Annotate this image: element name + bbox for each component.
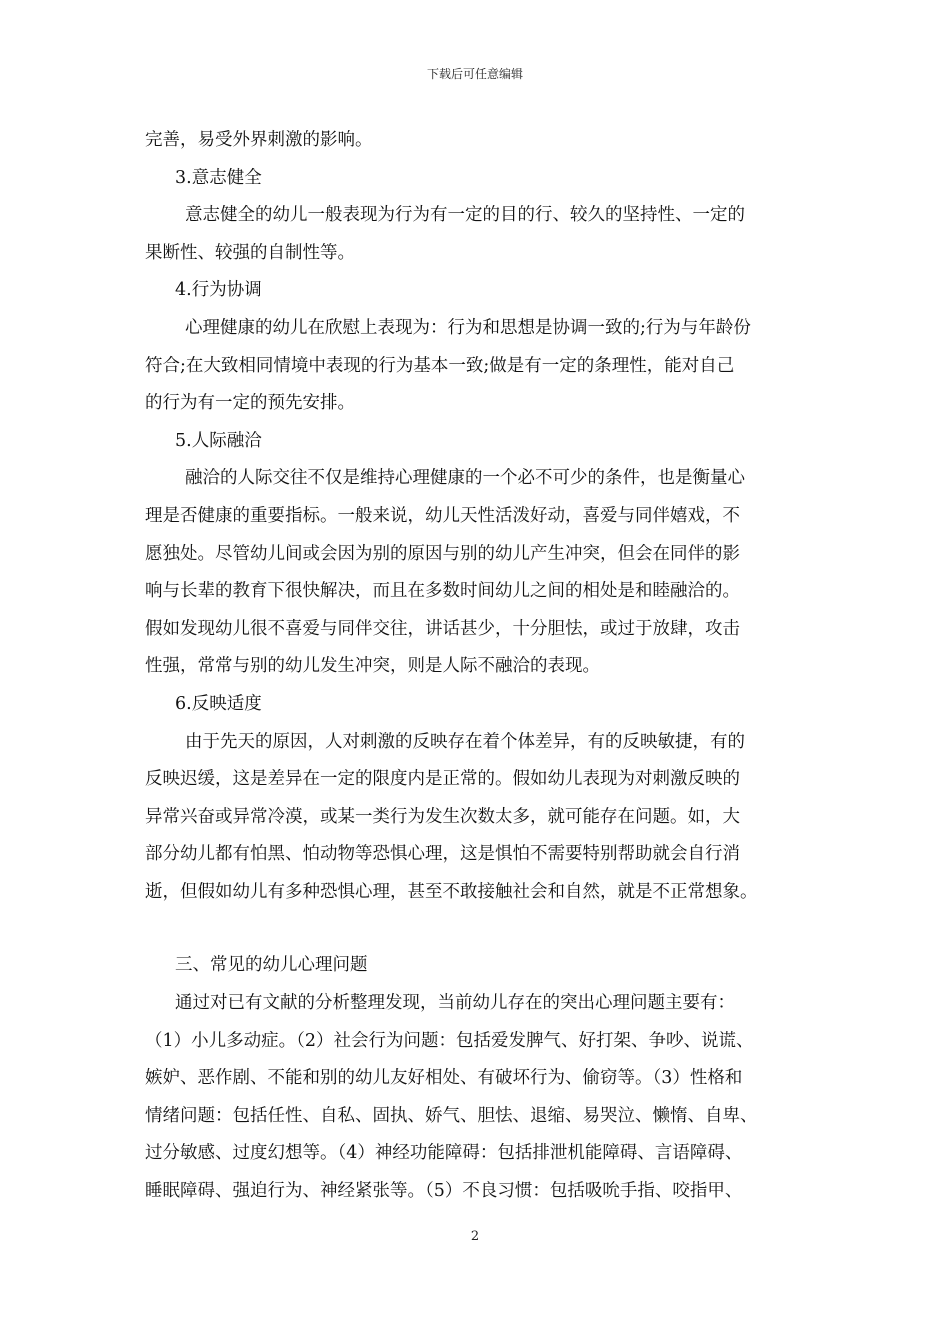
paragraph-line: （1）小儿多动症。（2）社会行为问题：包括爱发脾气、好打架、争吵、说谎、 bbox=[145, 1030, 754, 1051]
paragraph-line: 逝，但假如幼儿有多种恐惧心理，甚至不敢接触社会和自然，就是不正常想象。 bbox=[145, 881, 758, 902]
heading-behavior: 4.行为协调 bbox=[175, 280, 262, 301]
heading-interpersonal: 5.人际融洽 bbox=[175, 430, 262, 451]
paragraph-line: 意志健全的幼儿一般表现为行为有一定的目的行、较久的坚持性、一定的 bbox=[185, 205, 745, 226]
paragraph-line: 符合;在大致相同情境中表现的行为基本一致;做是有一定的条理性，能对自己 bbox=[145, 355, 735, 376]
paragraph-line: 通过对已有文献的分析整理发现，当前幼儿存在的突出心理问题主要有： bbox=[175, 993, 735, 1014]
paragraph-line: 愿独处。尽管幼儿间或会因为别的原因与别的幼儿产生冲突，但会在同伴的影 bbox=[145, 543, 740, 564]
paragraph-line: 嫉妒、恶作剧、不能和别的幼儿友好相处、有破坏行为、偷窃等。（3）性格和 bbox=[145, 1068, 743, 1089]
paragraph-line: 理是否健康的重要指标。一般来说，幼儿天性活泼好动，喜爱与同伴嬉戏，不 bbox=[145, 505, 740, 526]
paragraph-line: 睡眠障碍、强迫行为、神经紧张等。（5）不良习惯：包括吸吮手指、咬指甲、 bbox=[145, 1181, 743, 1202]
paragraph-line: 的行为有一定的预先安排。 bbox=[145, 393, 355, 414]
paragraph-line: 情绪问题：包括任性、自私、固执、娇气、胆怯、退缩、易哭泣、懒惰、自卑、 bbox=[145, 1105, 758, 1126]
paragraph-line: 融洽的人际交往不仅是维持心理健康的一个必不可少的条件，也是衡量心 bbox=[185, 468, 745, 489]
paragraph-line: 过分敏感、过度幻想等。（4）神经功能障碍：包括排泄机能障碍、言语障碍、 bbox=[145, 1143, 743, 1164]
document-body bbox=[145, 122, 820, 1211]
page-header: 下载后可任意编辑 bbox=[426, 67, 523, 81]
paragraph-line: 假如发现幼儿很不喜爱与同伴交往，讲话甚少，十分胆怯，或过于放肆，攻击 bbox=[145, 618, 740, 639]
paragraph-line: 反映迟缓，这是差异在一定的限度内是正常的。假如幼儿表现为对刺激反映的 bbox=[145, 769, 740, 790]
section-heading: 三、常见的幼儿心理问题 bbox=[175, 955, 368, 976]
paragraph-line: 完善，易受外界刺激的影响。 bbox=[145, 130, 373, 150]
paragraph-line: 由于先天的原因，人对刺激的反映存在着个体差异，有的反映敏捷，有的 bbox=[185, 731, 745, 752]
section-gap bbox=[145, 911, 820, 947]
paragraph-line: 果断性、较强的自制性等。 bbox=[145, 242, 355, 263]
paragraph-line: 心理健康的幼儿在欣慰上表现为：行为和思想是协调一致的;行为与年龄份 bbox=[185, 317, 751, 338]
page-number: 2 bbox=[470, 1229, 480, 1244]
heading-reaction: 6.反映适度 bbox=[175, 693, 262, 714]
paragraph-line: 性强，常常与别的幼儿发生冲突，则是人际不融洽的表现。 bbox=[145, 656, 600, 677]
paragraph-line: 响与长辈的教育下很快解决，而且在多数时间幼儿之间的相处是和睦融洽的。 bbox=[145, 581, 740, 602]
paragraph-line: 部分幼儿都有怕黑、怕动物等恐惧心理，这是惧怕不需要特别帮助就会自行消 bbox=[145, 844, 740, 865]
heading-willpower: 3.意志健全 bbox=[175, 167, 262, 188]
paragraph-line: 异常兴奋或异常冷漠，或某一类行为发生次数太多，就可能存在问题。如，大 bbox=[145, 806, 740, 827]
